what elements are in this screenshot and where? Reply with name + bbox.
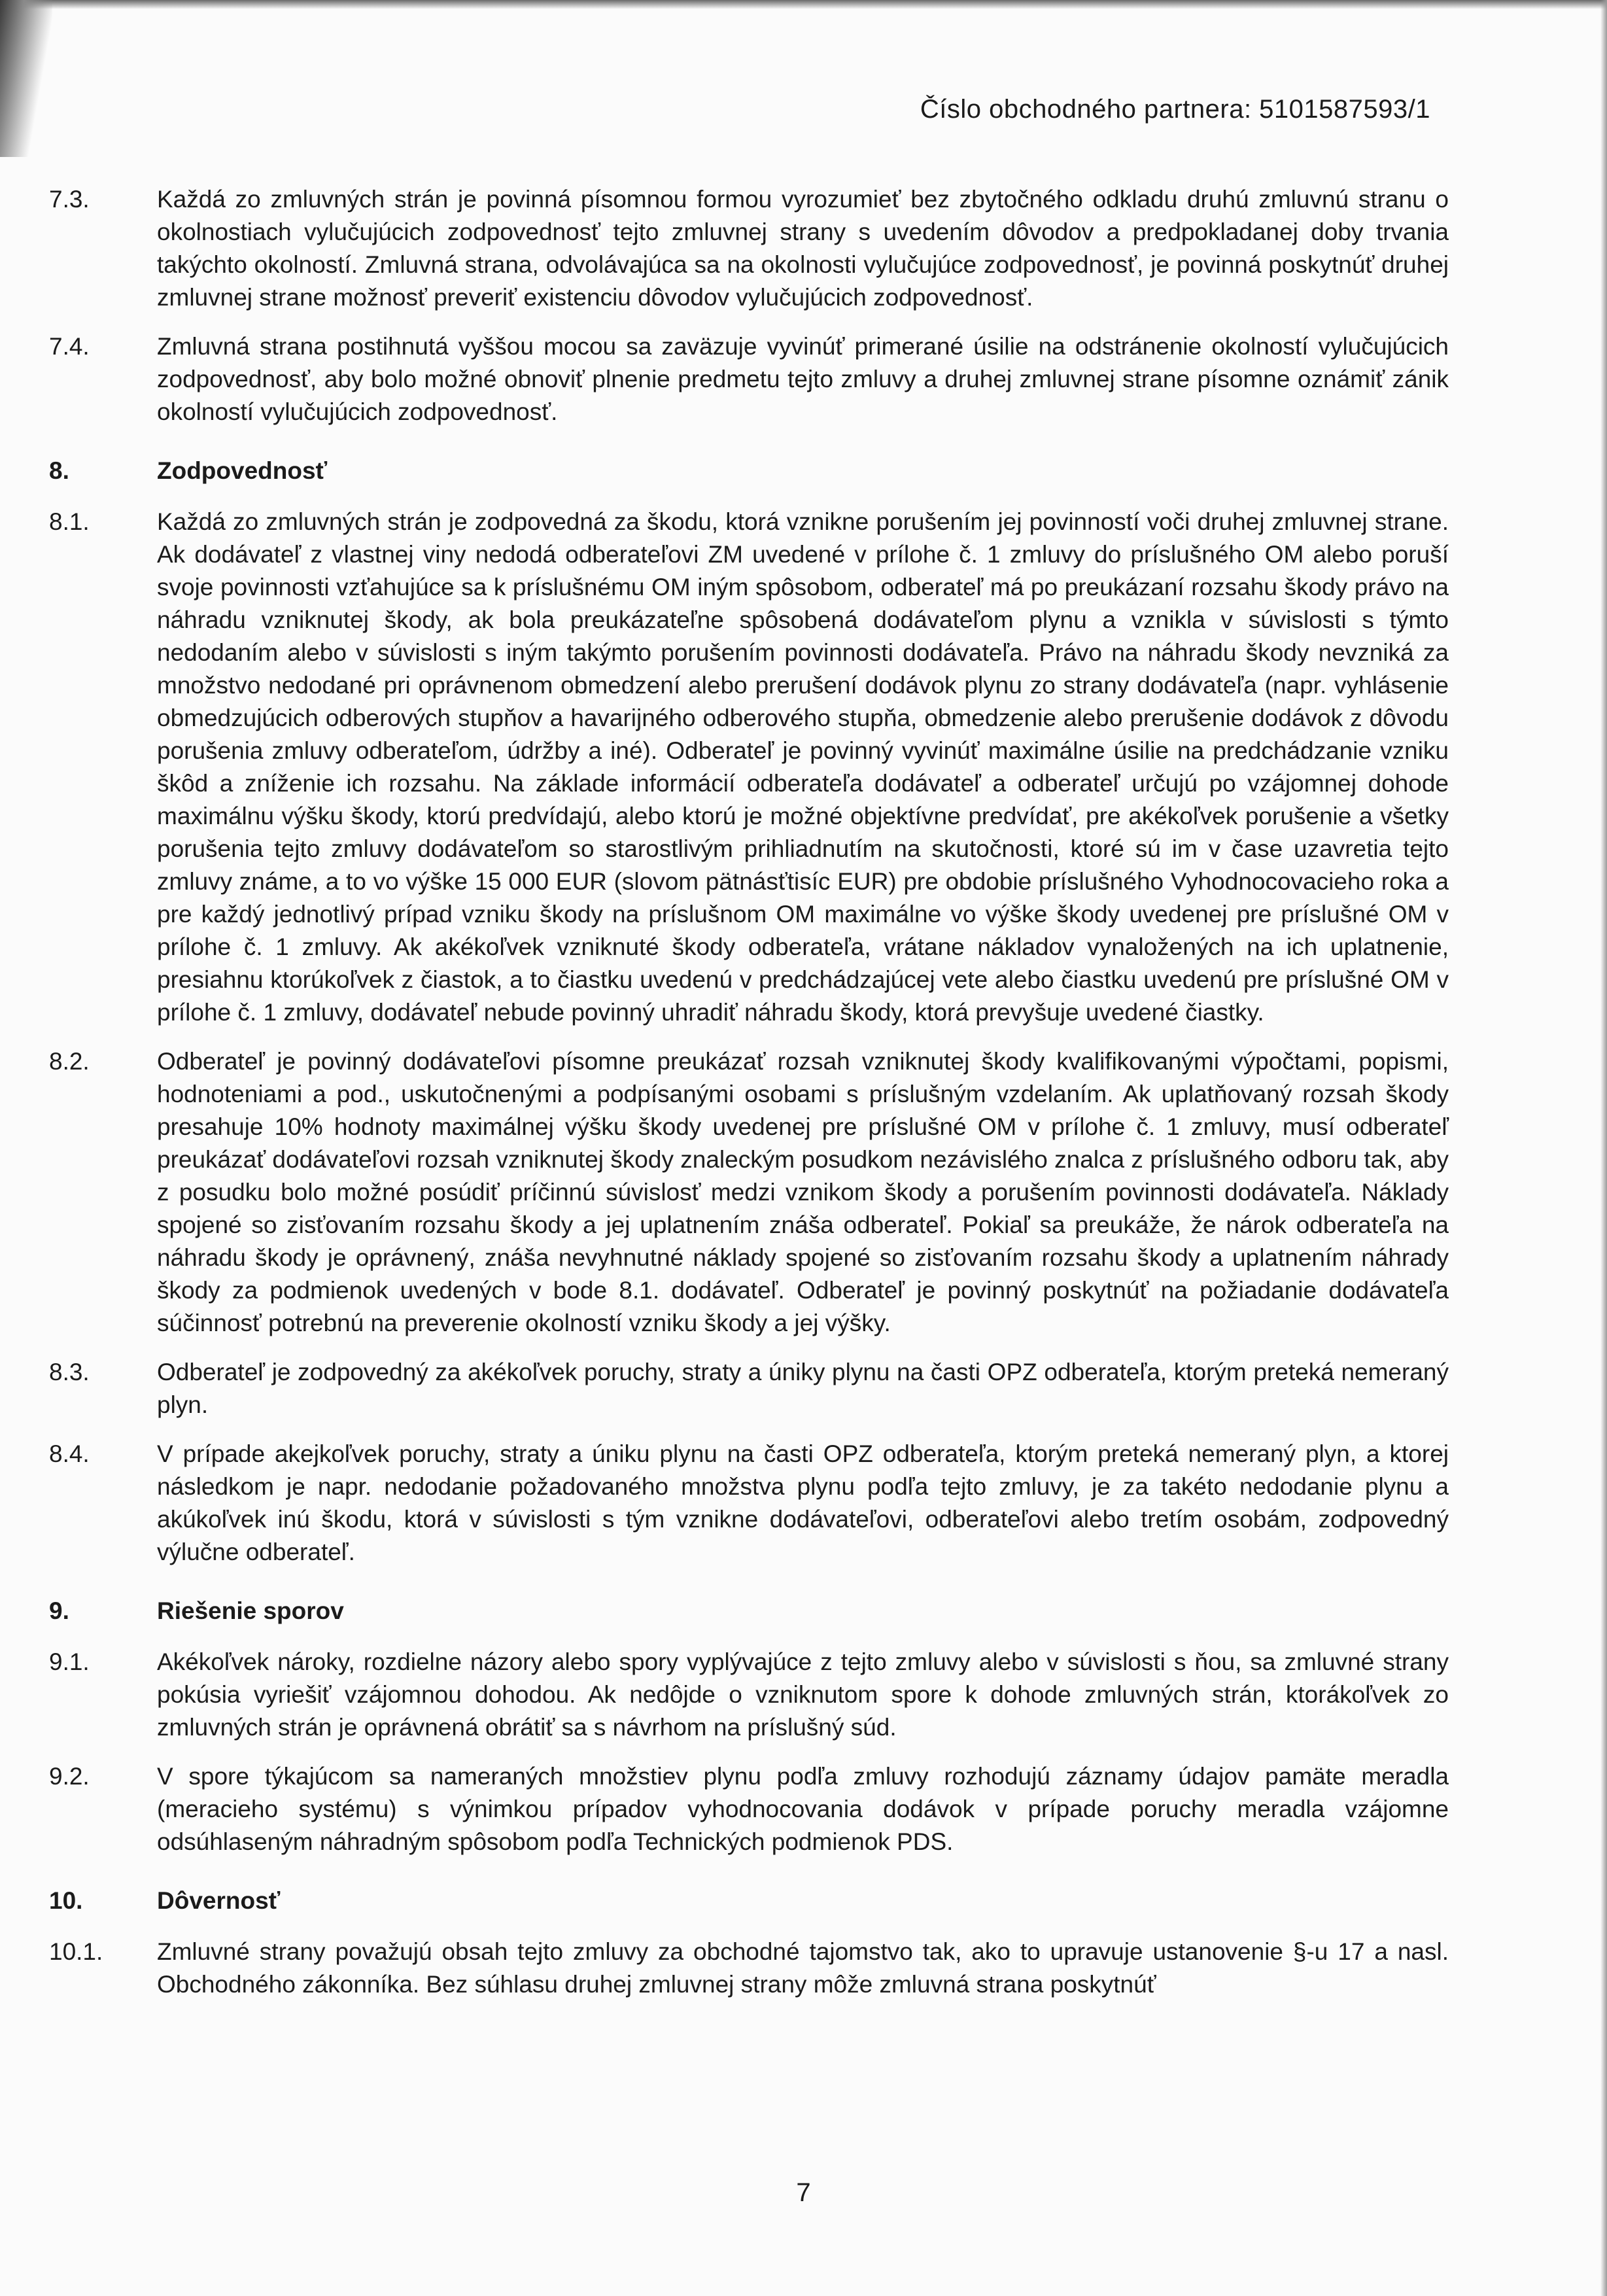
scan-edge-right — [1600, 0, 1607, 2296]
clause-9-2 — [49, 1760, 1449, 1858]
section-title: Riešenie sporov — [157, 1597, 344, 1624]
scan-shadow — [0, 0, 52, 157]
clause-7-3 — [49, 183, 1449, 314]
clause-text: Odberateľ je povinný dodávateľovi písomne preukázať rozsah vzniknutej škody kvalifikovanými výpočtami, popismi, hodnoteniami a pod., uskutočnenými a podpísanými osobami s príslušným vzdelaním. Ak uplatňovaný rozsah škody presahuje 10% hodnoty maximálnej výšku škody uvedenej pre príslušné OM v prílohe č. 1 zmluvy, musí odberateľ preukázať dodávateľovi rozsah vzniknutej škody znaleckým posudkom nezávislého znalca z príslušného odboru tak, aby z posudku bolo možné posúdiť príčinnú súvislosť medzi vznikom škody a porušením povinnosti dodávateľa. Náklady spojené so zisťovaním rozsahu škody a jej uplatnením znáša odberateľ. Pokiaľ sa preukáže, že nárok odberateľa na náhradu škody je oprávnený, znáša nevyhnutné náklady spojené so zisťovaním rozsahu škody a uplatnením náhrady škody za podmienok uvedených v bode 8.1. dodávateľ. Odberateľ je povinný poskytnúť na požiadanie dodávateľa súčinnosť potrebnú na preverenie okolností vzniku škody a jej výšky. — [157, 1048, 1449, 1336]
clause-number: 9.2. — [49, 1763, 90, 1790]
clause-text: Odberateľ je zodpovedný za akékoľvek poruchy, straty a úniky plynu na časti OPZ odberateľa, ktorým preteká nemeraný plyn. — [157, 1359, 1449, 1418]
section-title: Dôvernosť — [157, 1887, 281, 1914]
clause-number: 7.4. — [49, 333, 90, 360]
clause-text: Zmluvné strany považujú obsah tejto zmluvy za obchodné tajomstvo tak, ako to upravuje ustanovenie §-u 17 a nasl. Obchodného zákonníka. Bez súhlasu druhej zmluvnej strany môže zmluvná strana poskytnúť — [157, 1938, 1449, 1998]
clause-8-1 — [49, 506, 1449, 1029]
clause-8-3 — [49, 1356, 1449, 1421]
clause-number: 8.3. — [49, 1359, 90, 1385]
section-number: 10. — [49, 1887, 83, 1914]
clause-9-1 — [49, 1646, 1449, 1744]
section-heading-10 — [49, 1885, 1449, 1917]
clause-number: 7.3. — [49, 186, 90, 213]
clause-text: Každá zo zmluvných strán je zodpovedná za škodu, ktorá vznikne porušením jej povinností voči druhej zmluvnej strane. Ak dodávateľ z vlastnej viny nedodá odberateľovi ZM uvedené v prílohe č. 1 zmluvy do príslušného OM alebo poruší svoje povinnosti vzťahujúce sa k príslušnému OM iným spôsobom, odberateľ má po preukázaní rozsahu škody právo na náhradu vzniknutej škody, ak bola preukázateľne spôsobená dodávateľom plynu a vznikla v súvislosti s týmto nedodaním alebo v súvislosti s iným takýmto porušením povinnosti dodávateľa. Právo na náhradu škody nevzniká za množstvo nedodané pri oprávnenom obmedzení alebo prerušení dodávok plynu zo strany dodávateľa (napr. vyhlásenie obmedzujúcich odberových stupňov a havarijného odberového stupňa, obmedzenie alebo prerušenie dodávok z dôvodu porušenia zmluvy odberateľom, údržby a iné). Odberateľ je povinný vyvinúť maximálne úsilie na predchádzanie vzniku škôd a zníženie ich rozsahu. Na základe informácií odberateľa dodávateľ a odberateľ určujú po vzájomnej dohode maximálnu výšku škody, ktorú predvídajú, alebo ktorú je možné objektívne predvídať, pre akékoľvek porušenie a všetky porušenia tejto zmluvy dodávateľom so starostlivým prihliadnutím na skutočnosti, ktoré sú im v čase uzavretia tejto zmluvy známe, a to vo výške 15 000 EUR (slovom pätnásťtisíc EUR) pre obdobie príslušného Vyhodnocovacieho roka a pre každý jednotlivý prípad vzniku škody na príslušnom OM maximálne vo výške škody uvedenej pre príslušné OM v prílohe č. 1 zmluvy. Ak akékoľvek vzniknuté škody odberateľa, vrátane nákladov vynaložených na ich uplatnenie, presiahnu ktorúkoľvek z čiastok, a to čiastku uvedenú v predchádzajúcej vete alebo čiastku uvedenú pre príslušné OM v prílohe č. 1 zmluvy, dodávateľ nebude povinný uhradiť náhradu škody, ktorá prevyšuje uvedené čiastky. — [157, 508, 1449, 1026]
clause-number: 8.4. — [49, 1440, 90, 1467]
scan-edge-top — [0, 0, 1607, 9]
clause-text: V spore týkajúcom sa nameraných množstiev plynu podľa zmluvy rozhodujú záznamy údajov pamäte meradla (meracieho systému) s výnimkou prípadov vyhodnocovania dodávok v prípade poruchy meradla vzájomne odsúhlaseným náhradným spôsobom podľa Technických podmienok PDS. — [157, 1763, 1449, 1855]
clause-text: Každá zo zmluvných strán je povinná písomnou formou vyrozumieť bez zbytočného odkladu druhú zmluvnú stranu o okolnostiach vylučujúcich zodpovednosť tejto zmluvnej strany s uvedením dôvodov a predpokladanej doby trvania takýchto okolností. Zmluvná strana, odvolávajúca sa na okolnosti vylučujúce zodpovednosť, je povinná poskytnúť druhej zmluvnej strane možnosť preveriť existenciu dôvodov vylučujúcich zodpovednosť. — [157, 186, 1449, 311]
clause-number: 9.1. — [49, 1648, 90, 1675]
section-heading-9 — [49, 1595, 1449, 1627]
clause-10-1 — [49, 1936, 1449, 2001]
section-heading-8 — [49, 455, 1449, 487]
document-body — [49, 183, 1449, 2017]
section-number: 8. — [49, 457, 69, 484]
clause-text: Akékoľvek nároky, rozdielne názory alebo spory vyplývajúce z tejto zmluvy alebo v súvislosti s ňou, sa zmluvné strany pokúsia vyriešiť vzájomnou dohodou. Ak nedôjde o vzniknutom spore k dohode zmluvných strán, ktorákoľvek zo zmluvných strán je oprávnená obrátiť sa s návrhom na príslušný súd. — [157, 1648, 1449, 1741]
clause-number: 8.2. — [49, 1048, 90, 1075]
clause-text: V prípade akejkoľvek poruchy, straty a úniku plynu na časti OPZ odberateľa, ktorým preteká nemeraný plyn, a ktorej následkom je napr. nedodanie požadovaného množstva plynu podľa tejto zmluvy, je za takéto nedodanie plynu a akúkoľvek inú škodu, ktorá v súvislosti s tým vznikne dodávateľovi, odberateľovi alebo tretím osobám, zodpovedný výlučne odberateľ. — [157, 1440, 1449, 1565]
clause-8-4 — [49, 1438, 1449, 1569]
clause-text: Zmluvná strana postihnutá vyššou mocou sa zaväzuje vyvinúť primerané úsilie na odstránenie okolností vylučujúcich zodpovednosť, aby bolo možné obnoviť plnenie predmetu tejto zmluvy a druhej zmluvnej strane písomne oznámiť zánik okolností vylučujúcich zodpovednosť. — [157, 333, 1449, 425]
partner-number-header: Číslo obchodného partnera: 5101587593/1 — [920, 95, 1430, 124]
clause-number: 10.1. — [49, 1938, 103, 1965]
clause-7-4 — [49, 330, 1449, 428]
clause-8-2 — [49, 1045, 1449, 1340]
page-number: 7 — [796, 2178, 811, 2207]
clause-number: 8.1. — [49, 508, 90, 535]
section-number: 9. — [49, 1597, 69, 1624]
section-title: Zodpovednosť — [157, 457, 328, 484]
